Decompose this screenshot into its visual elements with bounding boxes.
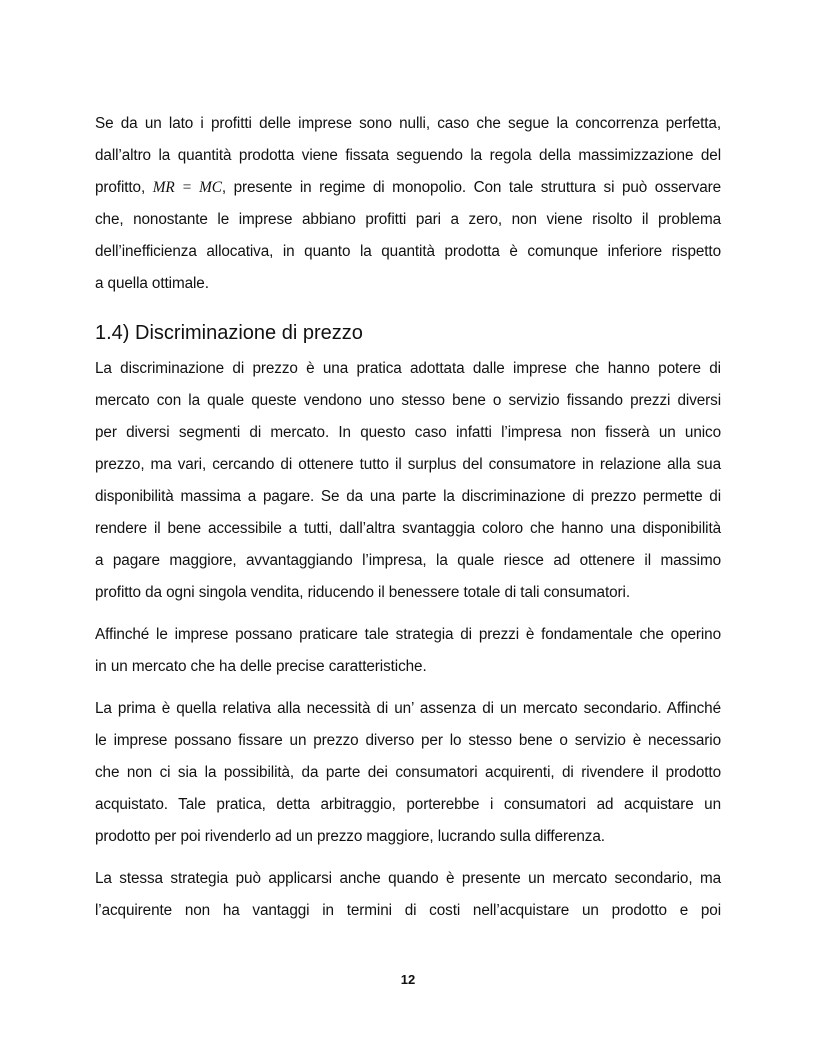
paragraph-discrimination bbox=[95, 353, 721, 609]
text-line-with-formula bbox=[95, 172, 721, 204]
formula-mr-mc: MR = MC bbox=[152, 179, 222, 196]
paragraph-profits bbox=[95, 108, 721, 300]
text-line: prezzo, ma vari, cercando di ottenere tutto il surplus del consumatore in relazione alla sua bbox=[95, 456, 721, 473]
text-line: Se da un lato i profitti delle imprese sono nulli, caso che segue la concorrenza perfetta, bbox=[95, 115, 721, 132]
text-line: acquistato. Tale pratica, detta arbitraggio, porterebbe i consumatori ad acquistare un bbox=[95, 796, 721, 813]
text-line: per diversi segmenti di mercato. In questo caso infatti l’impresa non fisserà un unico bbox=[95, 424, 721, 441]
page-number: 12 bbox=[400, 972, 416, 987]
text-line: prodotto per poi rivenderlo ad un prezzo maggiore, lucrando sulla differenza. bbox=[95, 828, 605, 845]
text-line: dell’inefficienza allocativa, in quanto la quantità prodotta è comunque inferiore rispetto bbox=[95, 243, 721, 260]
paragraph-strategy bbox=[95, 863, 721, 927]
text-line: dall’altro la quantità prodotta viene fissata seguendo la regola della massimizzazione del bbox=[95, 147, 721, 164]
text-line: a quella ottimale. bbox=[95, 275, 209, 292]
text-line: La discriminazione di prezzo è una pratica adottata dalle imprese che hanno potere di bbox=[95, 360, 721, 377]
text-line: in un mercato che ha delle precise caratteristiche. bbox=[95, 658, 427, 675]
section-heading: 1.4) Discriminazione di prezzo bbox=[95, 322, 363, 344]
text-fragment: profitto, bbox=[95, 179, 153, 196]
text-line: La prima è quella relativa alla necessità di un’ assenza di un mercato secondario. Affinché bbox=[95, 700, 721, 717]
text-line: che non ci sia la possibilità, da parte dei consumatori acquirenti, di rivendere il prodotto bbox=[95, 764, 721, 781]
text-line: La stessa strategia può applicarsi anche quando è presente un mercato secondario, ma bbox=[95, 870, 721, 887]
text-line: Affinché le imprese possano praticare tale strategia di prezzi è fondamentale che operino bbox=[95, 626, 721, 643]
text-fragment: , presente in regime di monopolio. Con tale struttura si può osservare bbox=[221, 179, 722, 196]
paragraph-conditions bbox=[95, 619, 721, 683]
text-line: che, nonostante le imprese abbiano profitti pari a zero, non viene risolto il problema bbox=[95, 211, 721, 228]
text-line: profitto da ogni singola vendita, riducendo il benessere totale di tali consumatori. bbox=[95, 584, 630, 601]
text-line: le imprese possano fissare un prezzo diverso per lo stesso bene o servizio è necessario bbox=[95, 732, 721, 749]
text-line: a pagare maggiore, avvantaggiando l’impresa, la quale riesce ad ottenere il massimo bbox=[95, 552, 721, 569]
paragraph-secondary-market bbox=[95, 693, 721, 853]
text-line: rendere il bene accessibile a tutti, dall’altra svantaggia coloro che hanno una disponibilità bbox=[95, 520, 721, 537]
text-line: mercato con la quale queste vendono uno stesso bene o servizio fissando prezzi diversi bbox=[95, 392, 721, 409]
text-line: disponibilità massima a pagare. Se da una parte la discriminazione di prezzo permette di bbox=[95, 488, 721, 505]
text-line: l’acquirente non ha vantaggi in termini di costi nell’acquistare un prodotto e poi bbox=[95, 902, 721, 919]
